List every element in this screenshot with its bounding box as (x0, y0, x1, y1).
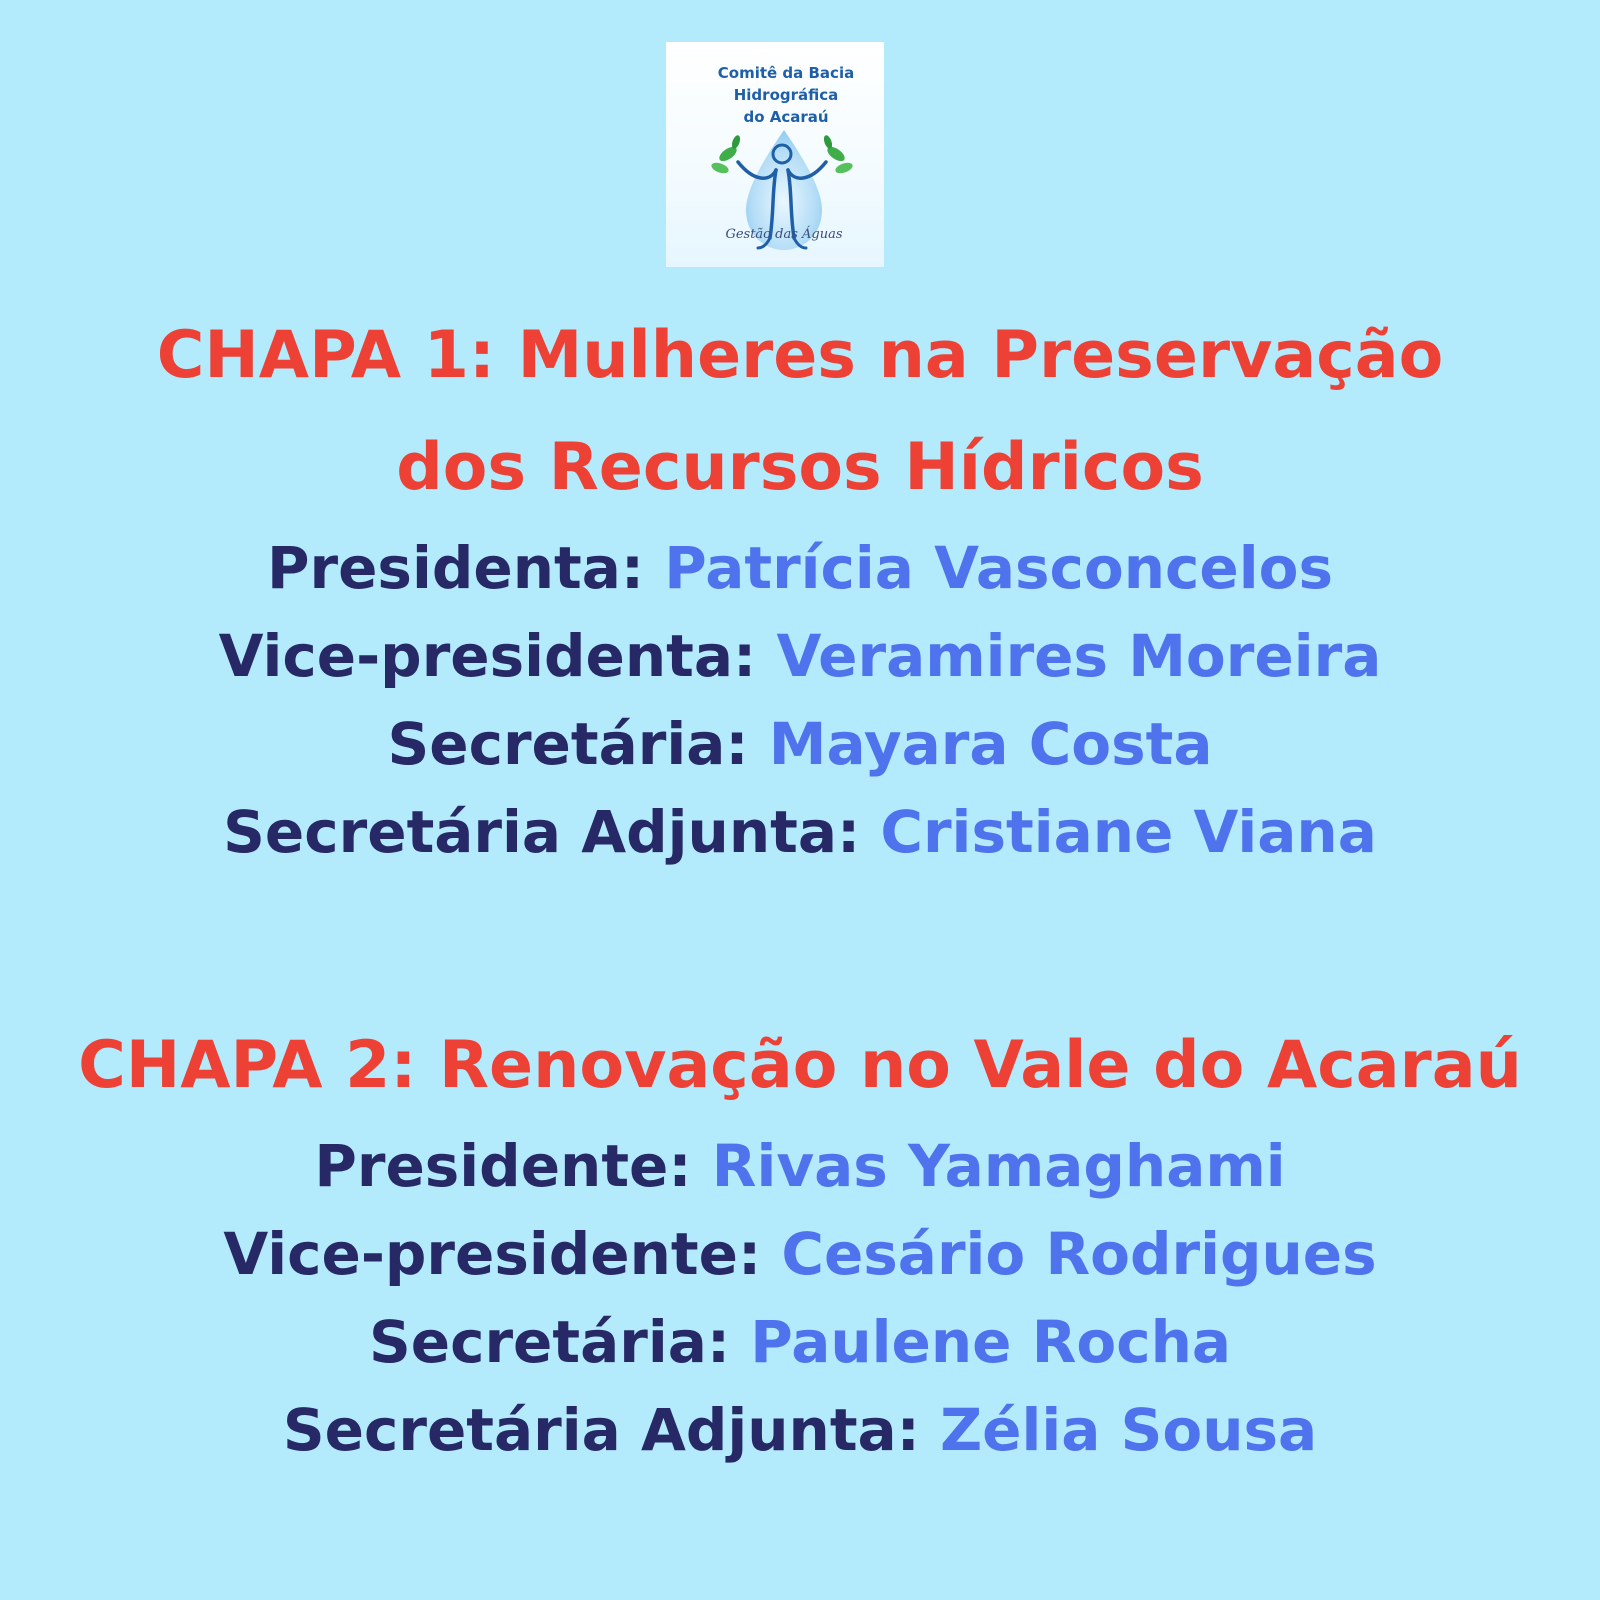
logo-slogan: Gestão das Águas (725, 227, 843, 242)
role-label: Secretária: (387, 710, 749, 778)
member-name: Mayara Costa (768, 710, 1213, 778)
member-name: Rivas Yamaghami (711, 1132, 1286, 1200)
logo-line-2: Hidrográfica (733, 86, 839, 104)
logo-line-1: Comitê da Bacia (717, 64, 855, 82)
member-name: Patrícia Vasconcelos (664, 534, 1334, 602)
slate-2 (0, 1010, 1600, 1474)
role-label: Secretária: (368, 1308, 731, 1376)
slate-2-member-row (0, 1122, 1600, 1210)
slate-2-member-row (0, 1210, 1600, 1298)
member-name: Cesário Rodrigues (781, 1220, 1377, 1288)
member-name: Cristiane Viana (880, 798, 1377, 866)
role-label: Presidente: (314, 1132, 692, 1200)
member-name: Paulene Rocha (750, 1308, 1232, 1376)
slate-1-member-row (0, 524, 1600, 612)
role-label: Presidenta: (266, 534, 645, 602)
slate-1-title-line-1: CHAPA 1: Mulheres na Preservação (156, 318, 1444, 393)
slate-1 (0, 300, 1600, 876)
role-label: Secretária Adjunta: (282, 1396, 920, 1464)
slate-2-member-row (0, 1298, 1600, 1386)
logo-line-3: do Acaraú (743, 108, 829, 126)
slate-2-member-row (0, 1386, 1600, 1474)
role-label: Vice-presidente: (223, 1220, 762, 1288)
slate-2-title: CHAPA 2: Renovação no Vale do Acaraú (78, 1028, 1522, 1103)
slate-1-member-row (0, 788, 1600, 876)
committee-logo (666, 42, 884, 267)
role-label: Secretária Adjunta: (223, 798, 861, 866)
role-label: Vice-presidenta: (218, 622, 757, 690)
member-name: Zélia Sousa (940, 1396, 1318, 1464)
slate-1-member-row (0, 612, 1600, 700)
slate-1-member-row (0, 700, 1600, 788)
member-name: Veramires Moreira (776, 622, 1382, 690)
slate-1-title-line-2: dos Recursos Hídricos (396, 430, 1204, 505)
water-drop-figure-icon (666, 42, 884, 267)
